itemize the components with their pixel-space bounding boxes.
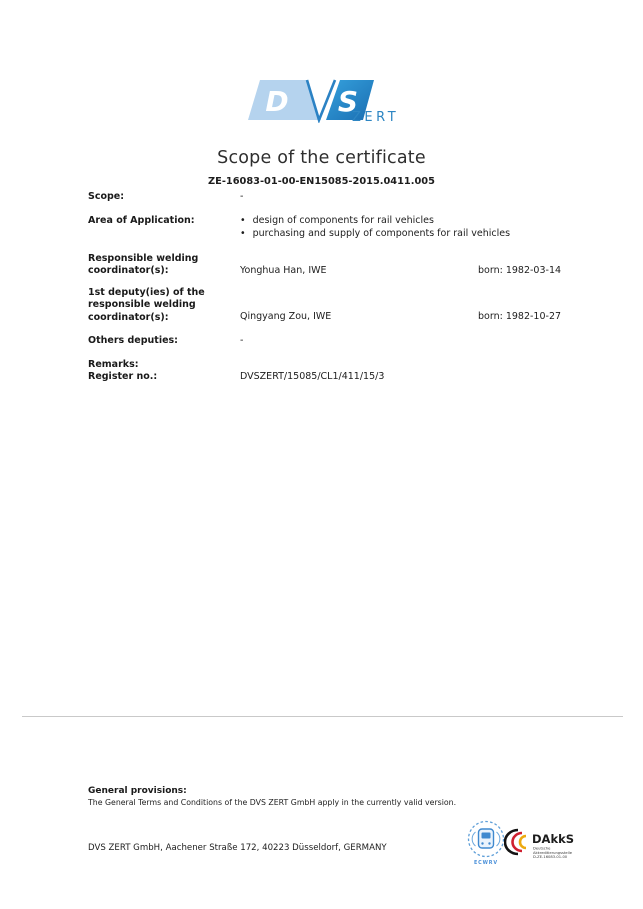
dakks-line3: D-ZE-16083-01-00 (533, 855, 568, 860)
others-deputies-value: - (240, 335, 244, 346)
responsible-coordinator-value: Yonghua Han, IWE (240, 265, 327, 276)
dakks-name: DAkkS (532, 832, 575, 846)
dakks-arc-gold (520, 836, 526, 848)
first-deputy-label (88, 287, 205, 324)
register-no-label: Register no.: (88, 371, 158, 382)
list-item-text: purchasing and supply of components for rail vehicles (252, 227, 511, 239)
list-item (240, 228, 510, 241)
dvs-zert-logo-graphic (247, 79, 419, 123)
logo-letter-s: S (337, 85, 359, 118)
scope-value: - (240, 191, 244, 202)
train-light-icon (481, 842, 483, 844)
company-address: DVS ZERT GmbH, Aachener Straße 172, 40223 Düsseldorf, GERMANY (88, 843, 387, 853)
label-line: Responsible welding (88, 253, 199, 264)
responsible-coordinator-born: born: 1982-03-14 (478, 265, 562, 276)
area-of-application-list (240, 215, 510, 241)
general-provisions-label: General provisions: (88, 786, 187, 796)
dakks-logo-graphic (504, 826, 586, 864)
ecwrv-label: ECWRV (474, 861, 498, 866)
first-deputy-value: Qingyang Zou, IWE (240, 311, 332, 322)
dvs-zert-logo (247, 79, 419, 123)
label-line: 1st deputy(ies) of the (88, 287, 205, 298)
logo-zert-text: ZERT (352, 110, 400, 123)
list-item-text: design of components for rail vehicles (252, 215, 434, 226)
bullet-icon: • (240, 215, 246, 226)
scope-label: Scope: (88, 191, 125, 202)
remarks-label: Remarks: (88, 359, 139, 370)
label-line: responsible welding (88, 299, 196, 311)
first-deputy-born: born: 1982-10-27 (478, 311, 562, 322)
bullet-icon: • (240, 227, 246, 239)
page-title: Scope of the certificate (217, 148, 426, 168)
certificate-number: ZE-16083-01-00-EN15085-2015.0411.005 (208, 176, 435, 187)
general-provisions-text: The General Terms and Conditions of the DVS ZERT GmbH apply in the currently valid version. (88, 798, 457, 807)
logo-letter-d: D (265, 85, 289, 118)
others-deputies-label: Others deputies: (88, 335, 178, 346)
list-item (240, 215, 510, 228)
dakks-line1: Deutsche (533, 846, 551, 851)
dakks-line2: Akkreditierungsstelle (533, 850, 573, 855)
rail-arc-icon (472, 832, 475, 846)
train-light-icon (488, 842, 490, 844)
rail-arc-icon (497, 832, 500, 846)
train-window-icon (482, 833, 491, 839)
footer-divider (22, 716, 623, 717)
responsible-coordinator-label (88, 253, 198, 278)
area-of-application-label: Area of Application: (88, 215, 195, 226)
register-no-value: DVSZERT/15085/CL1/411/15/3 (240, 371, 385, 382)
label-line: coordinator(s): (88, 311, 169, 323)
label-line: coordinator(s): (88, 265, 169, 277)
dakks-logo (504, 826, 586, 868)
